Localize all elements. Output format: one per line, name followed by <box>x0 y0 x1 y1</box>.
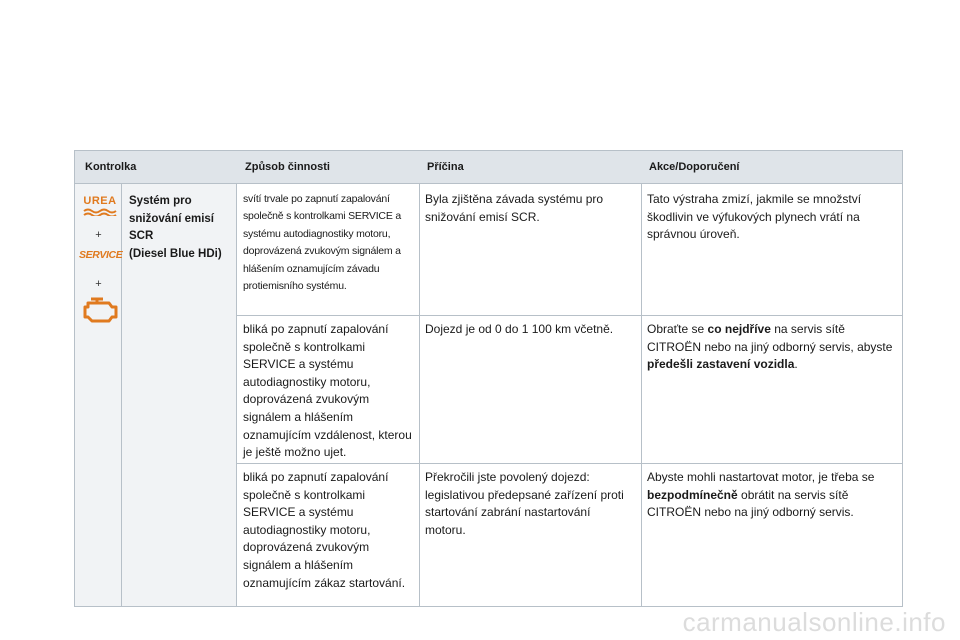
header-akce: Akce/Doporučení <box>649 161 740 173</box>
emphasis: co nejdříve <box>707 322 771 336</box>
table-header <box>75 151 902 184</box>
service-warning-icon: SERVICE <box>79 249 123 261</box>
emphasis: předešli zastavení vozidla <box>647 357 795 372</box>
emphasis: bezpodmínečně <box>647 487 738 502</box>
indicator-column <box>75 184 122 606</box>
watermark-footer: carmanualsonline.info <box>682 607 946 637</box>
row2-cause: Dojezd je od 0 do 1 100 km včetně. <box>425 322 614 336</box>
row1-mode: svítí trvale po zapnutí zapalování společně s kontrolkami SERVICE a systému autodiagnostiky motoru, doprovázená zvukovým signálem a hlášením oznamujícím závadu protiemisního systému. <box>243 193 401 293</box>
row2-mode: bliká po zapnutí zapalování společně s kontrolkami SERVICE a systému autodiagnostiky motoru, doprovázená zvukovým signálem a hlášením oznamujícím vzdálenost, kterou je ještě možno ujet. <box>243 322 412 460</box>
column-divider <box>419 184 420 606</box>
row1-action: Tato výstraha zmizí, jakmile se množství škodlivin ve výfukových plynech vrátí na správnou úroveň. <box>647 192 862 242</box>
row-divider <box>237 463 902 464</box>
row-divider <box>237 315 902 316</box>
urea-wave-icon <box>83 208 117 216</box>
row2-action: Obraťte se co nejdříve na servis sítě CITROËN nebo na jiný odborný servis, abyste předešli zastavení vozidla. <box>647 322 893 372</box>
system-name: Systém pro snižování emisí SCR (Diesel Blue HDi) <box>129 195 222 260</box>
urea-warning-icon: UREA <box>83 195 117 216</box>
header-kontrolka: Kontrolka <box>85 161 137 173</box>
row1-cause: Byla zjištěna závada systému pro snižování emisí SCR. <box>425 192 604 224</box>
warning-lights-table <box>74 150 903 607</box>
header-pricina: Příčina <box>427 161 464 173</box>
row3-cause: Překročili jste povolený dojezd: legislativou předepsané zařízení proti startování zabrání nastartování motoru. <box>425 470 624 537</box>
row3-action: Abyste mohli nastartovat motor, je třeba se bezpodmínečně obrátit na servis sítě CITROËN nebo na jiný odborný servis. <box>647 470 875 520</box>
plus-sign: + <box>95 278 102 290</box>
row3-mode: bliká po zapnutí zapalování společně s kontrolkami SERVICE a systému autodiagnostiky motoru, doprovázená zvukovým signálem a hlášením oznamujícím zákaz startování. <box>243 470 406 590</box>
engine-warning-icon <box>83 293 119 325</box>
plus-sign: + <box>95 229 102 241</box>
header-zpusob-cinnosti: Způsob činnosti <box>245 161 330 173</box>
column-divider <box>641 184 642 606</box>
